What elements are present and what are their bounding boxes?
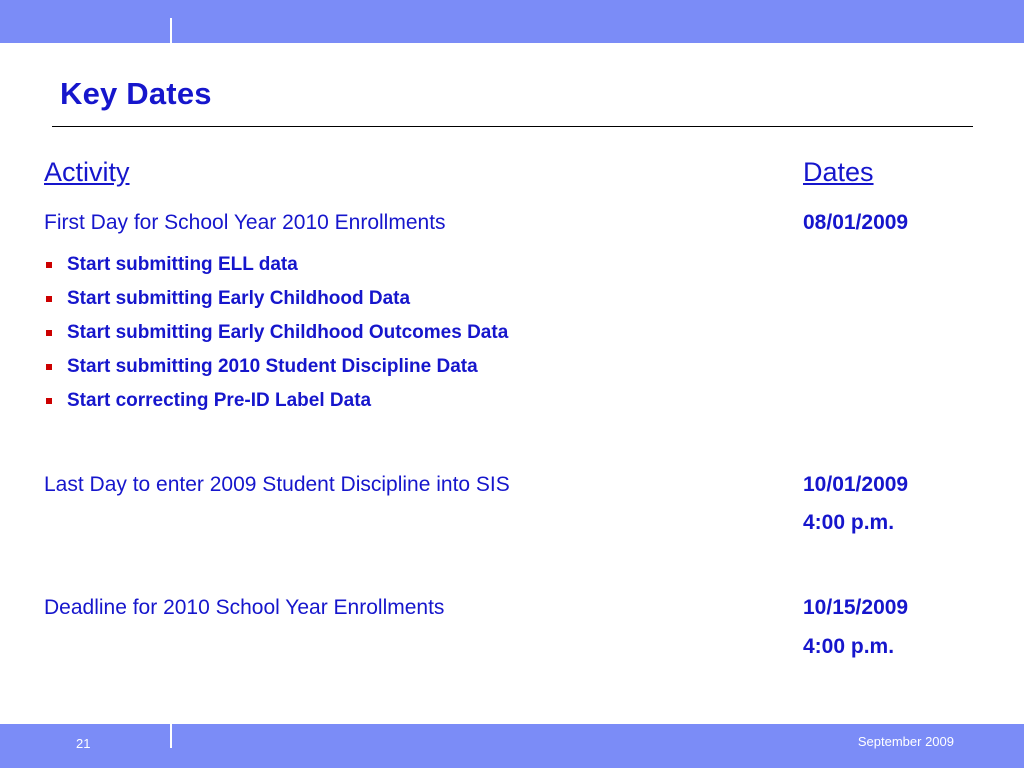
time-last-day-discipline: 4:00 p.m. bbox=[803, 511, 895, 534]
square-bullet-icon bbox=[46, 398, 52, 404]
square-bullet-icon bbox=[46, 296, 52, 302]
activity-last-day-discipline: Last Day to enter 2009 Student Discipline into SIS bbox=[44, 473, 510, 496]
footer-bar bbox=[0, 724, 1024, 768]
header-bar bbox=[0, 0, 1024, 43]
date-first-day-enrollments: 08/01/2009 bbox=[803, 211, 909, 234]
bullet-label: Start submitting Early Childhood Data bbox=[67, 288, 411, 309]
footer-divider bbox=[170, 724, 172, 748]
bullet-label: Start submitting 2010 Student Discipline Data bbox=[67, 356, 478, 377]
slide-title: Key Dates bbox=[60, 76, 212, 111]
square-bullet-icon bbox=[46, 364, 52, 370]
activity-deadline-enrollments: Deadline for 2010 School Year Enrollments bbox=[44, 596, 445, 619]
list-item bbox=[44, 384, 508, 418]
time-deadline-enrollments: 4:00 p.m. bbox=[803, 635, 895, 658]
list-item bbox=[44, 316, 508, 350]
list-item bbox=[44, 248, 508, 282]
square-bullet-icon bbox=[46, 262, 52, 268]
footer-date: September 2009 bbox=[857, 734, 954, 749]
bullet-label: Start correcting Pre-ID Label Data bbox=[67, 390, 372, 411]
bullet-label: Start submitting ELL data bbox=[67, 254, 298, 275]
header-divider bbox=[170, 18, 172, 43]
bullet-label: Start submitting Early Childhood Outcomes Data bbox=[67, 322, 509, 343]
square-bullet-icon bbox=[46, 330, 52, 336]
activity-first-day-enrollments: First Day for School Year 2010 Enrollments bbox=[44, 211, 446, 234]
date-deadline-enrollments: 10/15/2009 bbox=[803, 596, 909, 619]
dates-column-header: Dates bbox=[803, 157, 874, 187]
title-divider bbox=[52, 126, 973, 127]
enrollment-tasks-list bbox=[44, 248, 508, 418]
list-item bbox=[44, 350, 508, 384]
page-number: 21 bbox=[76, 736, 91, 751]
date-last-day-discipline: 10/01/2009 bbox=[803, 473, 909, 496]
list-item bbox=[44, 282, 508, 316]
activity-column-header: Activity bbox=[44, 157, 130, 187]
